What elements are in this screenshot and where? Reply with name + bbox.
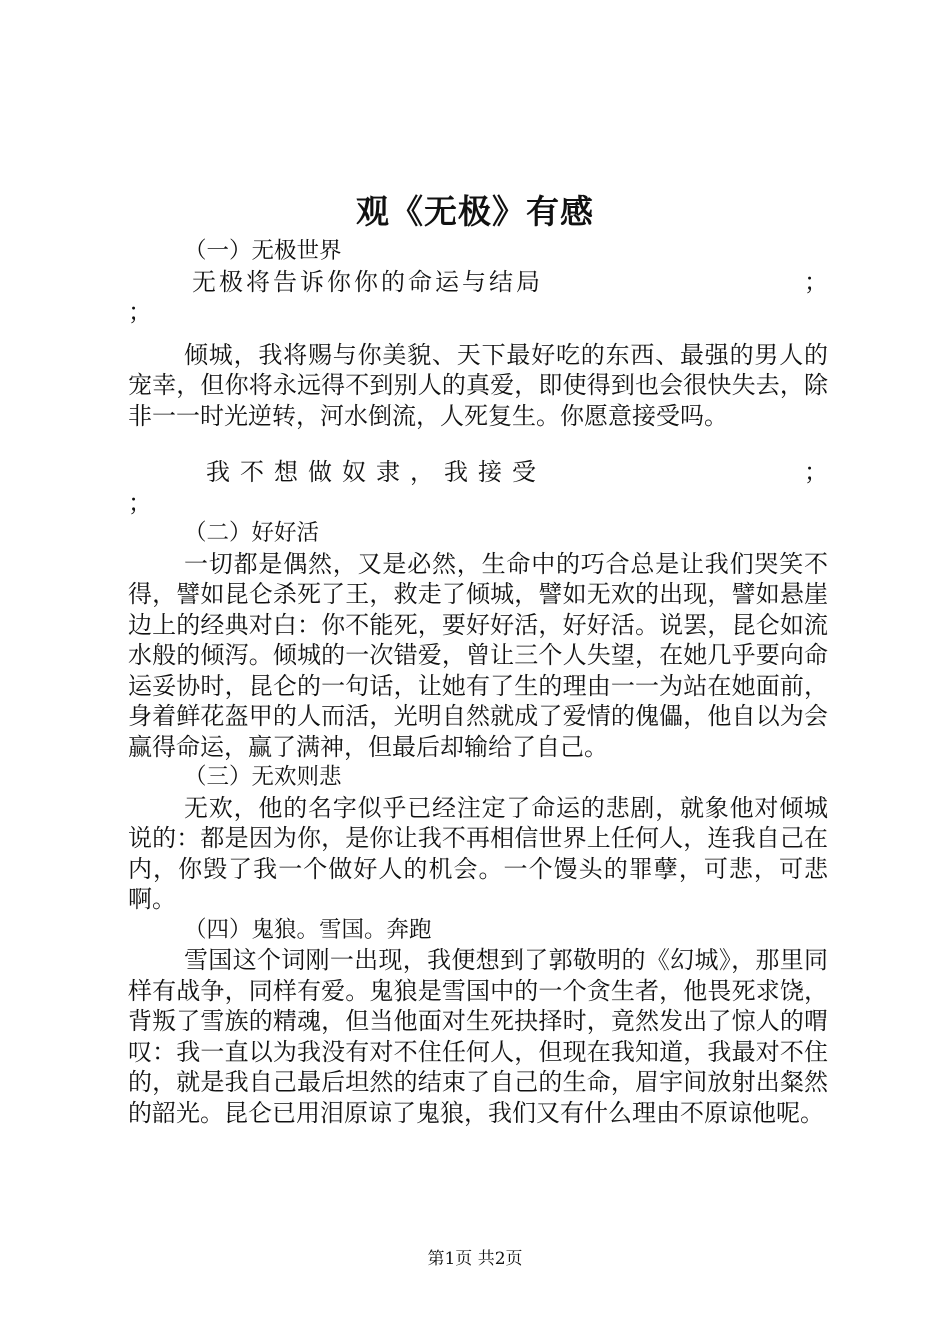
section-3-heading: （三）无欢则悲 bbox=[184, 764, 342, 790]
page-footer: 第1页 共2页 bbox=[427, 1249, 523, 1269]
quote-line-1 bbox=[128, 267, 828, 298]
section-4-heading: （四）鬼狼。雪国。奔跑 bbox=[184, 916, 432, 943]
section-2-paragraph: 一切都是偶然，又是必然，生命中的巧合总是让我们哭笑不得，譬如昆仑杀死了王，救走了倾城，譬如无欢的出现，譬如悬崖边上的经典对白：你不能死，要好好活，好好活。说罢，昆仑如流水般的倾泻。倾城的一次错爱，曾让三个人失望，在她几乎要向命运妥协时，昆仑的一句话，让她有了生的理由一一为站在她面前，身着鲜花盔甲的人而活，光明自然就成了爱情的傀儡，他自以为会赢得命运，赢了满神，但最后却输给了自己。 bbox=[128, 549, 828, 761]
section-1-heading: （一）无极世界 bbox=[184, 238, 342, 264]
quote-1-text: 无极将告诉你你的命运与结局 bbox=[192, 267, 543, 296]
semicolon-right: ； bbox=[804, 458, 828, 486]
section-4-paragraph: 雪国这个词刚一出现，我便想到了郭敬明的《幻城》，那里同样有战争，同样有爱。鬼狼是雪国中的一个贪生者，他畏死求饶，背叛了雪族的精魂，但当他面对生死抉择时，竟然发出了惊人的喟叹：我一直以为我没有对不住任何人，但现在我知道，我最对不住的，就是我自己最后坦然的结束了自己的生命，眉宇间放射出粲然的韶光。昆仑已用泪原谅了鬼狼，我们又有什么理由不原谅他呢。 bbox=[128, 946, 828, 1127]
semicolon-right: ； bbox=[804, 267, 828, 296]
semicolon-line: ； bbox=[128, 298, 152, 326]
quote-line-2 bbox=[128, 457, 828, 488]
section-1-paragraph: 倾城，我将赐与你美貌、天下最好吃的东西、最强的男人的宠幸，但你将永远得不到别人的真爱，即使得到也会很快失去，除非一一时光逆转，河水倒流，人死复生。你愿意接受吗。 bbox=[128, 340, 828, 430]
document-title: 观《无极》有感 bbox=[356, 192, 594, 231]
document-body bbox=[128, 236, 828, 1128]
semicolon-line: ； bbox=[128, 488, 152, 517]
quote-2-text: 我不想做奴隶，我接受 bbox=[206, 458, 546, 486]
section-2-heading: （二）好好活 bbox=[184, 520, 320, 546]
section-3-paragraph: 无欢，他的名字似乎已经注定了命运的悲剧，就象他对倾城说的：都是因为你，是你让我不再相信世界上任何人，连我自己在内，你毁了我一个做好人的机会。一个馒头的罪孽，可悲，可悲啊。 bbox=[128, 793, 828, 913]
